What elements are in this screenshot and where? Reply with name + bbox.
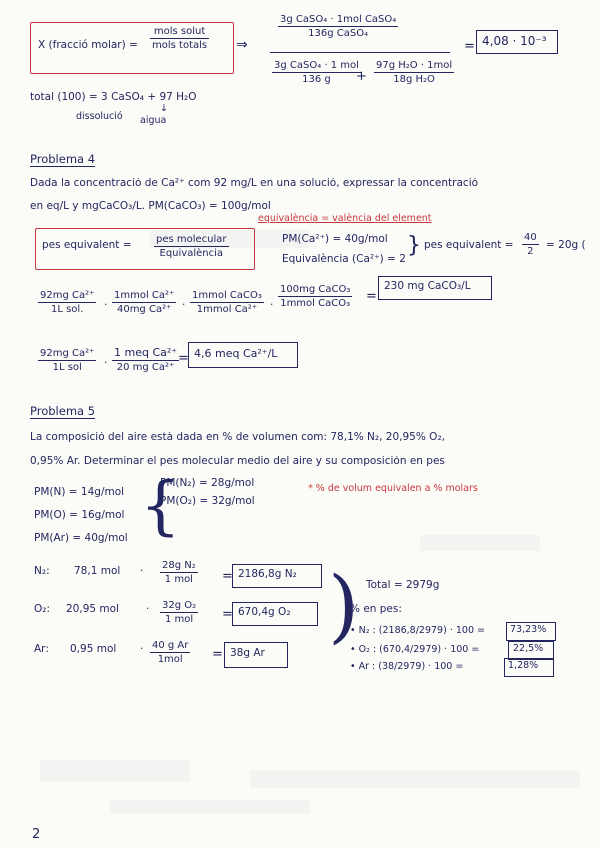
volume-percent-note: * % de volum equivalen a % molars — [308, 483, 478, 494]
mole-fraction-numerator: 3g CaSO₄ · 1mol CaSO₄ 136g CaSO₄ — [280, 14, 397, 39]
n-molar-mass: PM(N) = 14g/mol — [34, 486, 125, 498]
brace-right: } — [407, 233, 421, 258]
equivalent-weight-label: pes equivalent = — [42, 239, 132, 251]
n2-percent-calc: • N₂ : (2186,8/2979) · 100 = — [350, 625, 485, 636]
problem-4-statement-line-1: Dada la concentració de Ca²⁺ com 92 mg/L en una solució, expressar la concentració — [30, 178, 479, 189]
mole-fraction-formula: mols solut mols totals — [152, 26, 208, 51]
ar-moles: 0,95 mol — [70, 643, 117, 655]
n2-mass-result: 2186,8g N₂ — [238, 568, 297, 580]
dot-operator: · — [140, 643, 144, 655]
problem-5-statement-line-2: 0,95% Ar. Determinar el pes molecular medio del aire y su composición en pes — [30, 456, 445, 467]
equivalent-weight-result-label: pes equivalent = — [424, 239, 514, 251]
conversion-1-term-c: 1mmol CaCO₃ 1mmol Ca²⁺ — [192, 290, 262, 315]
conversion-1-result: 230 mg CaCO₃/L — [384, 280, 471, 292]
bleed-through-mark — [40, 760, 190, 782]
conversion-2-term-b: 1 meq Ca²⁺ 20 mg Ca²⁺ — [114, 346, 178, 373]
dot-operator: · — [140, 565, 144, 577]
o2-mass-result: 670,4g O₂ — [238, 606, 291, 618]
problem-5-statement-line-1: La composició del aire està dada en % de volumen com: 78,1% N₂, 20,95% O₂, — [30, 432, 445, 443]
page-number: 2 — [32, 827, 41, 842]
denominator-term-caso4: 3g CaSO₄ · 1 mol 136 g — [274, 60, 359, 85]
conversion-1-term-d: 100mg CaCO₃ 1mmol CaCO₃ — [280, 284, 351, 309]
dot-operator: · — [104, 299, 108, 311]
ca-molar-mass: PM(Ca²⁺) = 40g/mol — [282, 233, 388, 245]
equivalent-weight-formula: pes molecular Equivalència — [156, 234, 227, 259]
valence-note: equivalència = valència del element — [258, 213, 432, 224]
problem-5-title: Problema 5 — [30, 404, 96, 418]
implies-arrow: ⇒ — [236, 37, 248, 53]
n2-molar-mass: PM(N₂) = 28g/mol — [160, 477, 255, 489]
problem-4-title: Problema 4 — [30, 152, 96, 166]
brace-right-large: ) — [328, 559, 360, 652]
dot-operator: · — [182, 299, 186, 311]
mole-fraction-result: 4,08 · 10⁻³ — [482, 34, 547, 48]
brace-left: { — [140, 469, 181, 543]
equals-sign: = — [366, 289, 377, 304]
o2-molar-mass: PM(O₂) = 32g/mol — [160, 495, 255, 507]
n2-moles: 78,1 mol — [74, 565, 121, 577]
water-label: aigua — [140, 115, 167, 126]
dot-operator: · — [104, 357, 108, 369]
conversion-1-term-b: 1mmol Ca²⁺ 40mg Ca²⁺ — [114, 290, 175, 315]
o2-label: O₂: — [34, 603, 51, 615]
ar-label: Ar: — [34, 643, 49, 655]
total-composition-line: total (100) = 3 CaSO₄ + 97 H₂O — [30, 91, 197, 103]
arrow-to-water: ↓ — [160, 103, 168, 114]
plus-sign: + — [356, 69, 367, 84]
o2-percent-calc: • O₂ : (670,4/2979) · 100 = — [350, 644, 480, 655]
o2-moles: 20,95 mol — [66, 603, 119, 615]
bleed-through-mark — [110, 800, 310, 814]
ar-percent-calc: • Ar : (38/2979) · 100 = — [350, 661, 464, 672]
equivalent-weight-value: = 20g ( — [546, 239, 586, 251]
ca-equivalence: Equivalència (Ca²⁺) = 2 — [282, 253, 406, 265]
bleed-through-mark — [420, 535, 540, 551]
o2-conversion: 32g O₂ 1 mol — [162, 600, 197, 625]
equals-sign: = — [464, 39, 475, 54]
equals-sign: = — [178, 351, 189, 366]
total-mass: Total = 2979g — [366, 579, 440, 591]
n2-label: N₂: — [34, 565, 50, 577]
main-fraction-bar — [270, 52, 450, 53]
problem-4-statement-line-2: en eq/L y mgCaCO₃/L. PM(CaCO₃) = 100g/mol — [30, 200, 271, 212]
equivalent-weight-fraction: 40 2 — [524, 232, 537, 257]
o-molar-mass: PM(O) = 16g/mol — [34, 509, 125, 521]
bleed-through-mark — [250, 770, 580, 788]
ar-mass-result: 38g Ar — [230, 647, 265, 659]
equals-sign: = — [222, 607, 233, 622]
ar-molar-mass: PM(Ar) = 40g/mol — [34, 532, 128, 544]
n2-conversion: 28g N₂ 1 mol — [162, 560, 196, 585]
conversion-2-term-a: 92mg Ca²⁺ 1L sol — [40, 348, 95, 373]
conversion-2-result: 4,6 meq Ca²⁺/L — [194, 347, 278, 360]
ar-conversion: 40 g Ar 1mol — [152, 640, 189, 665]
equals-sign: = — [222, 569, 233, 584]
conversion-1-term-a: 92mg Ca²⁺ 1L sol. — [40, 290, 95, 315]
equals-sign: = — [212, 647, 223, 662]
ar-percent-value: 1,28% — [508, 660, 539, 671]
percent-by-mass-label: % en pes: — [350, 603, 402, 615]
n2-percent-value: 73,23% — [510, 624, 547, 635]
mole-fraction-label: X (fracció molar) = — [38, 39, 138, 51]
denominator-term-water: 97g H₂O · 1mol 18g H₂O — [376, 60, 453, 85]
dot-operator: · — [146, 603, 150, 615]
o2-percent-value: 22,5% — [513, 643, 544, 654]
solute-label: dissolució — [76, 111, 123, 122]
dot-operator: · — [270, 299, 274, 311]
